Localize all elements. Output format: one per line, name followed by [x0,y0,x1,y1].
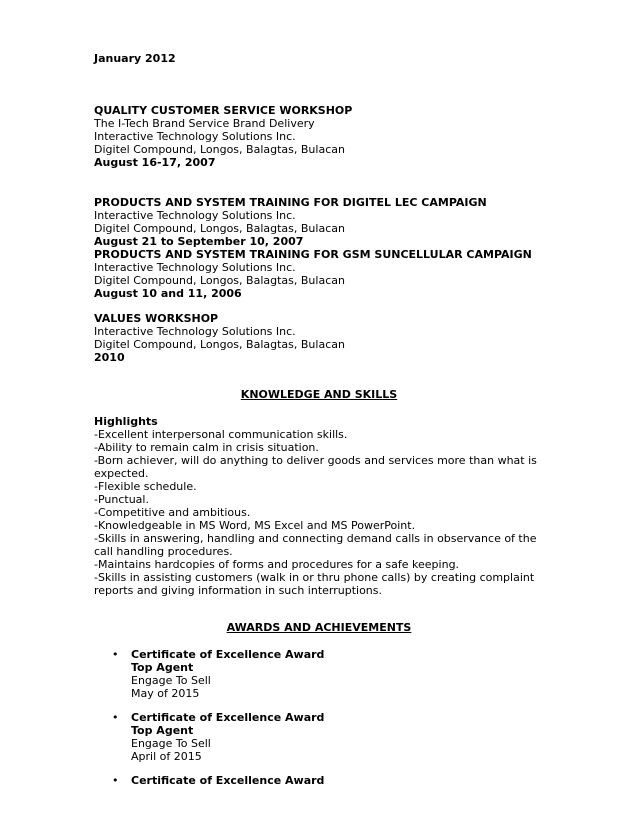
bullet-icon: • [112,774,119,787]
training-detail: Digitel Compound, Longos, Balagtas, Bulacan [94,274,345,287]
award-title: Certificate of Excellence Award [131,774,325,787]
bullet-icon: • [112,648,119,661]
skill-item: -Competitive and ambitious. [94,506,251,519]
skill-item: -Skills in answering, handling and connecting demand calls in observance of the call handling procedures. [94,532,537,558]
skill-item: -Punctual. [94,493,149,506]
skill-item: -Excellent interpersonal communication skills. [94,428,348,441]
knowledge-section [94,415,544,597]
award-subtitle: Top Agent [131,724,194,737]
award-item [94,774,544,787]
training-block [94,312,544,364]
award-company: Engage To Sell [131,674,211,687]
training-block [94,248,544,300]
award-date: May of 2015 [131,687,200,700]
award-subtitle: Top Agent [131,661,194,674]
award-title: Certificate of Excellence Award [131,648,325,661]
resume-page [94,52,544,798]
training-detail: Digitel Compound, Longos, Balagtas, Bulacan [94,338,345,351]
training-block [94,104,544,169]
skill-item: -Skills in assisting customers (walk in or thru phone calls) by creating complaint reports and giving information in such interruptions. [94,571,535,597]
highlights-subheading: Highlights [94,415,158,428]
award-item [94,711,544,763]
training-title: VALUES WORKSHOP [94,312,219,325]
skill-item: -Maintains hardcopies of forms and procedures for a safe keeping. [94,558,460,571]
training-title: QUALITY CUSTOMER SERVICE WORKSHOP [94,104,353,117]
training-detail: Interactive Technology Solutions Inc. [94,325,296,338]
skill-item: -Flexible schedule. [94,480,197,493]
training-detail: Interactive Technology Solutions Inc. [94,261,296,274]
training-title: PRODUCTS AND SYSTEM TRAINING FOR GSM SUNCELLULAR CAMPAIGN [94,248,532,261]
training-date: 2010 [94,351,125,364]
awards-list [94,648,544,787]
award-company: Engage To Sell [131,737,211,750]
training-detail: Digitel Compound, Longos, Balagtas, Bulacan [94,143,345,156]
knowledge-heading: KNOWLEDGE AND SKILLS [240,388,398,401]
header-date: January 2012 [94,52,176,65]
award-date: April of 2015 [131,750,202,763]
skill-item: -Ability to remain calm in crisis situation. [94,441,319,454]
skill-item: -Born achiever, will do anything to deliver goods and services more than what is expected. [94,454,537,480]
training-date: August 10 and 11, 2006 [94,287,242,300]
skill-item: -Knowledgeable in MS Word, MS Excel and MS PowerPoint. [94,519,416,532]
award-title: Certificate of Excellence Award [131,711,325,724]
training-detail: Digitel Compound, Longos, Balagtas, Bulacan [94,222,345,235]
awards-heading: AWARDS AND ACHIEVEMENTS [226,621,412,634]
training-detail: Interactive Technology Solutions Inc. [94,130,296,143]
bullet-icon: • [112,711,119,724]
training-date: August 16-17, 2007 [94,156,216,169]
training-block [94,196,544,248]
award-item [94,648,544,700]
training-detail: Interactive Technology Solutions Inc. [94,209,296,222]
training-detail: The I-Tech Brand Service Brand Delivery [94,117,315,130]
training-title: PRODUCTS AND SYSTEM TRAINING FOR DIGITEL LEC CAMPAIGN [94,196,487,209]
training-date: August 21 to September 10, 2007 [94,235,304,248]
